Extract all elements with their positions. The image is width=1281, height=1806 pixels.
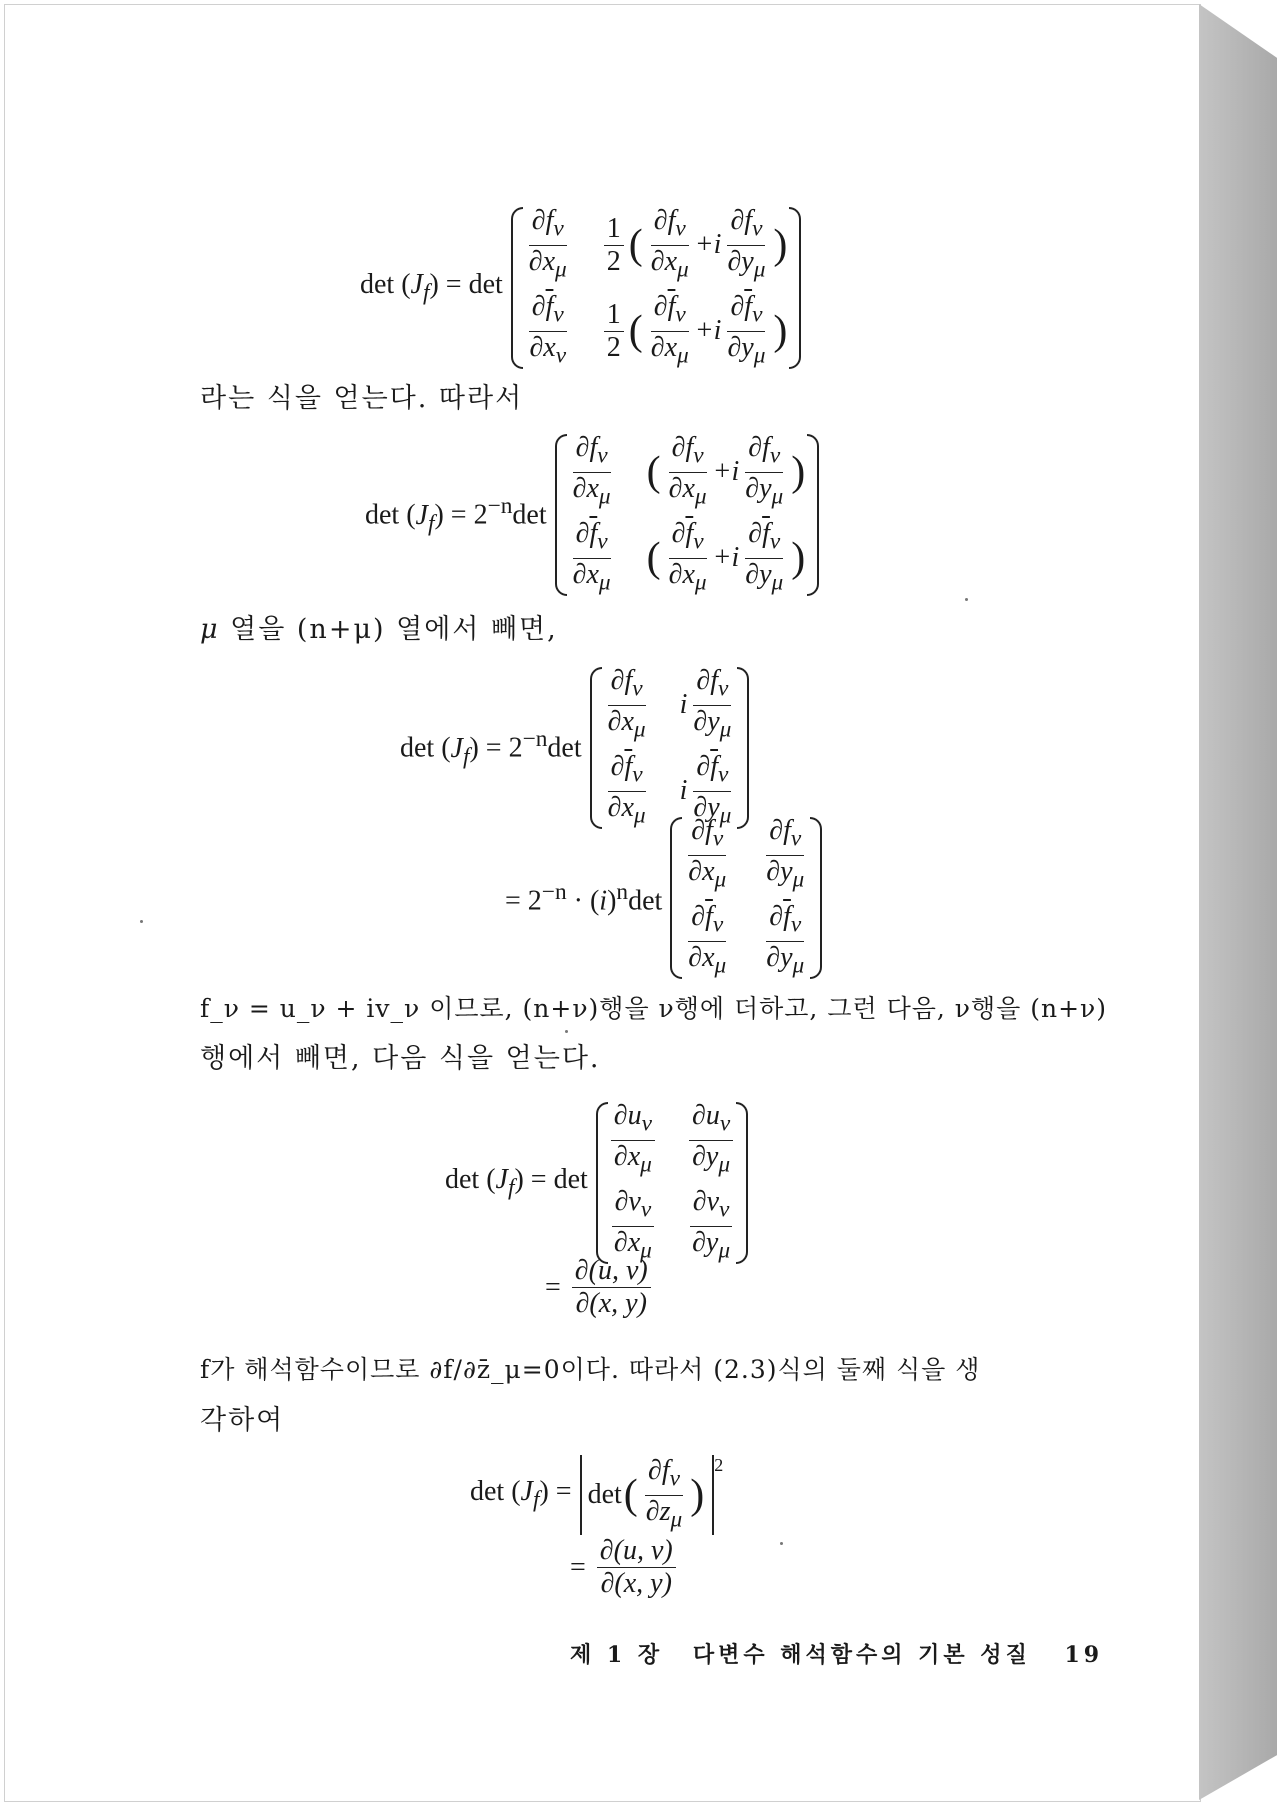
chapter-label: 제 1 장 [570,1642,664,1668]
equation-lhs: = $2^{-n} \cdot (i)^n\det$ [505,879,663,917]
page-edge-shadow [1199,4,1277,1800]
equation-8: = $\frac{\partial(u, v)}{\partial(x, y)}$ [570,1535,679,1600]
equation-lhs: = [545,1271,561,1303]
equation-7: $\det (J_f)$ = det ( $\frac{\partial f_\nu}{\partial z_\mu}$ ) $^2$ [470,1455,723,1535]
print-speck [965,598,968,601]
matrix: $\frac{\partial f_\nu}{\partial x_\mu}$ i $\frac{\partial f_\nu}{\partial y_\mu}$ $\frac{\partial\overline{f}_\nu}{\partial x_\mu}$ i $\frac{\partial\overline{f}_\nu}{\partial y_\mu}$ [590,665,750,831]
paragraph-1: 라는 식을 얻는다. 따라서 [200,383,524,414]
equation-lhs: $\det (J_f)$ = [470,1476,572,1513]
equation-lhs: $\det (J_f) = \det$ [360,269,503,306]
paragraph-3-line-2: 행에서 빼면, 다음 식을 얻는다. [200,1043,601,1074]
equation-lhs: $\det (J_f) = 2^{-n}\det$ [400,726,582,770]
paragraph-4-line-1: f가 해석함수이므로 ∂f/∂z̄_μ=0이다. 따라서 (2.3)식의 둘째 식을 생 [200,1355,981,1384]
paragraph-4-line-2: 각하여 [200,1405,285,1436]
print-speck [780,1542,783,1545]
equation-lhs: $\det (J_f) = 2^{-n}\det$ [365,493,547,537]
equation-lhs: $\det (J_f) = \det$ [445,1164,588,1201]
equation-2 [365,432,819,598]
running-footer [570,1638,1103,1669]
print-speck [140,920,143,923]
matrix: $\frac{\partial f_\nu}{\partial x_\mu}$ $\frac{\partial f_\nu}{\partial y_\mu}$ $\frac{\partial\overline{f}_\nu}{\partial x_\mu}$ $\frac{\partial\overline{f}_\nu}{\partial y_\mu}$ [670,815,822,981]
paragraph-2: μ 열을 (n+μ) 열에서 빼면, [200,614,558,645]
paragraph-3-line-1: f_ν = u_ν + iv_ν 이므로, (n+ν)행을 ν행에 더하고, 그런 다음, ν행을 (n+ν) [200,994,1107,1023]
matrix: $\frac{\partial u_\nu}{\partial x_\mu}$ $\frac{\partial u_\nu}{\partial y_\mu}$ $\frac{\partial v_\nu}{\partial x_\mu}$ $\frac{\partial v_\nu}{\partial y_\mu}$ [596,1100,748,1266]
chapter-title: 다변수 해석함수의 기본 성질 [692,1642,1031,1668]
page-number: 19 [1064,1642,1104,1668]
matrix: $\frac{\partial f_\nu}{\partial x_\mu}$ $\frac{1}{2}$ ( $\frac{\partial f_\nu}{\partial x_\mu}$ + i $\frac{\partial f_\nu}{\partial y_\mu}$ ) $\frac{\partial\overline{f}_\nu}{\partial x_\nu}$ $\frac{1}{2}$ ( $\frac{\partial\overline{f}_\nu}{\partial x_\mu}$ + i $\frac{\partial\overline{f}_\nu}{\partial y_\mu}$ ) [511,205,802,371]
equation-4 [505,815,822,981]
equation-6: = $\frac{\partial(u, v)}{\partial(x, y)}$ [545,1255,654,1320]
equation-lhs: = [570,1551,586,1583]
print-speck [565,1030,568,1033]
equation-1 [360,205,801,371]
matrix: $\frac{\partial f_\nu}{\partial x_\mu}$ ( $\frac{\partial f_\nu}{\partial x_\mu}$ + i $\frac{\partial f_\nu}{\partial y_\mu}$ ) $\frac{\partial\overline{f}_\nu}{\partial x_\mu}$ ( $\frac{\partial\overline{f}_\nu}{\partial x_\mu}$ + i $\frac{\partial\overline{f}_\nu}{\partial y_\mu}$ ) [555,432,820,598]
equation-5 [445,1100,748,1266]
equation-3 [400,665,749,831]
